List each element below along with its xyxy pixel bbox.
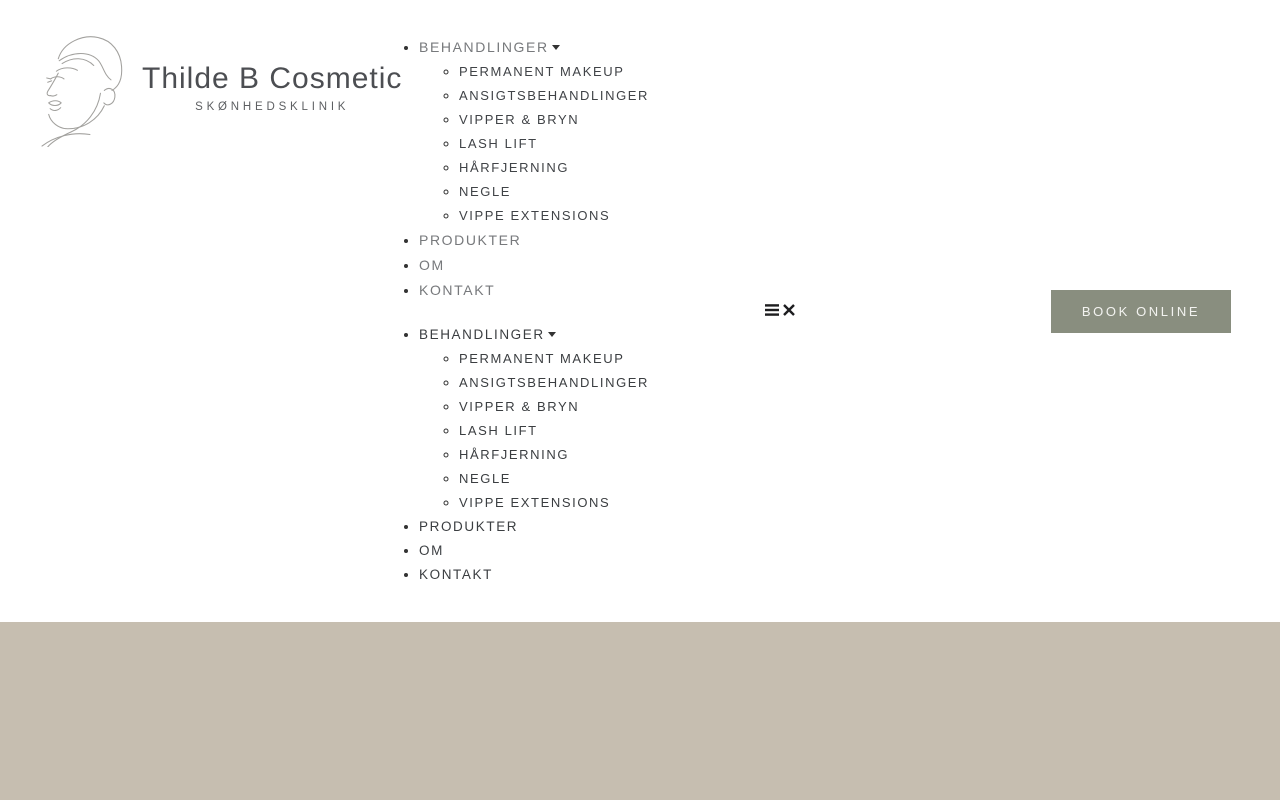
submenu-item-permanent-makeup (459, 347, 649, 371)
logo-text (142, 62, 402, 147)
nav-item-om (419, 539, 649, 563)
submenu-item-negle (459, 180, 649, 204)
submenu-item-hårfjerning (459, 443, 649, 467)
menu-toggle-button[interactable] (764, 303, 796, 317)
submenu-link-vipper-bryn[interactable]: VIPPER & BRYN (459, 112, 580, 127)
caret-down-icon[interactable] (552, 45, 560, 50)
nav-item-kontakt (419, 563, 649, 587)
submenu-link-hårfjerning[interactable]: HÅRFJERNING (459, 447, 570, 462)
hamburger-icon[interactable] (764, 303, 780, 317)
submenu-link-negle[interactable]: NEGLE (459, 471, 512, 486)
submenu-item-vippe-extensions (459, 204, 649, 228)
submenu-item-negle (459, 467, 649, 491)
submenu-item-vipper-bryn (459, 395, 649, 419)
nav-item-behandlinger (419, 323, 649, 347)
submenu-link-ansigtsbehandlinger[interactable]: ANSIGTSBEHANDLINGER (459, 375, 650, 390)
submenu-item-hårfjerning (459, 156, 649, 180)
nav-link-kontakt[interactable]: KONTAKT (419, 567, 493, 582)
hero-section (0, 622, 1280, 800)
submenu-link-lash-lift[interactable]: LASH LIFT (459, 136, 538, 151)
submenu-wrapper (419, 60, 649, 228)
nav-link-om[interactable]: OM (419, 257, 445, 273)
submenu-wrapper (419, 347, 649, 515)
nav-item-kontakt (419, 278, 649, 303)
submenu-link-lash-lift[interactable]: LASH LIFT (459, 423, 538, 438)
submenu-link-negle[interactable]: NEGLE (459, 184, 512, 199)
logo-title: Thilde B Cosmetic (142, 62, 403, 95)
nav-link-kontakt[interactable]: KONTAKT (419, 282, 496, 298)
submenu-link-vipper-bryn[interactable]: VIPPER & BRYN (459, 399, 580, 414)
submenu-link-vippe-extensions[interactable]: VIPPE EXTENSIONS (459, 495, 611, 510)
submenu-item-lash-lift (459, 419, 649, 443)
submenu-item-vipper-bryn (459, 108, 649, 132)
submenu-item-vippe-extensions (459, 491, 649, 515)
nav-link-behandlinger[interactable]: BEHANDLINGER (419, 39, 549, 55)
nav-item-om (419, 253, 649, 278)
submenu-item-ansigtsbehandlinger (459, 371, 649, 395)
nav-link-produkter[interactable]: PRODUKTER (419, 232, 522, 248)
nav-item-produkter (419, 515, 649, 539)
caret-down-icon[interactable] (548, 332, 556, 337)
submenu-link-permanent-makeup[interactable]: PERMANENT MAKEUP (459, 64, 625, 79)
nav-link-behandlinger[interactable]: BEHANDLINGER (419, 327, 545, 342)
submenu-behandlinger (419, 60, 649, 228)
nav-link-om[interactable]: OM (419, 543, 444, 558)
mobile-menu (385, 323, 649, 587)
nav-item-behandlinger (419, 35, 649, 60)
face-line-art-icon (40, 30, 136, 147)
submenu-item-lash-lift (459, 132, 649, 156)
submenu-behandlinger (419, 347, 649, 515)
site-logo[interactable] (40, 30, 402, 147)
nav-link-produkter[interactable]: PRODUKTER (419, 519, 519, 534)
submenu-link-ansigtsbehandlinger[interactable]: ANSIGTSBEHANDLINGER (459, 88, 650, 103)
nav-item-produkter (419, 228, 649, 253)
submenu-link-hårfjerning[interactable]: HÅRFJERNING (459, 160, 570, 175)
book-online-button[interactable]: BOOK ONLINE (1051, 290, 1231, 333)
desktop-menu (385, 35, 649, 303)
submenu-item-ansigtsbehandlinger (459, 84, 649, 108)
logo-subtitle: SKØNHEDSKLINIK (195, 101, 350, 113)
submenu-link-permanent-makeup[interactable]: PERMANENT MAKEUP (459, 351, 625, 366)
submenu-link-vippe-extensions[interactable]: VIPPE EXTENSIONS (459, 208, 611, 223)
close-icon[interactable] (782, 303, 796, 317)
submenu-item-permanent-makeup (459, 60, 649, 84)
